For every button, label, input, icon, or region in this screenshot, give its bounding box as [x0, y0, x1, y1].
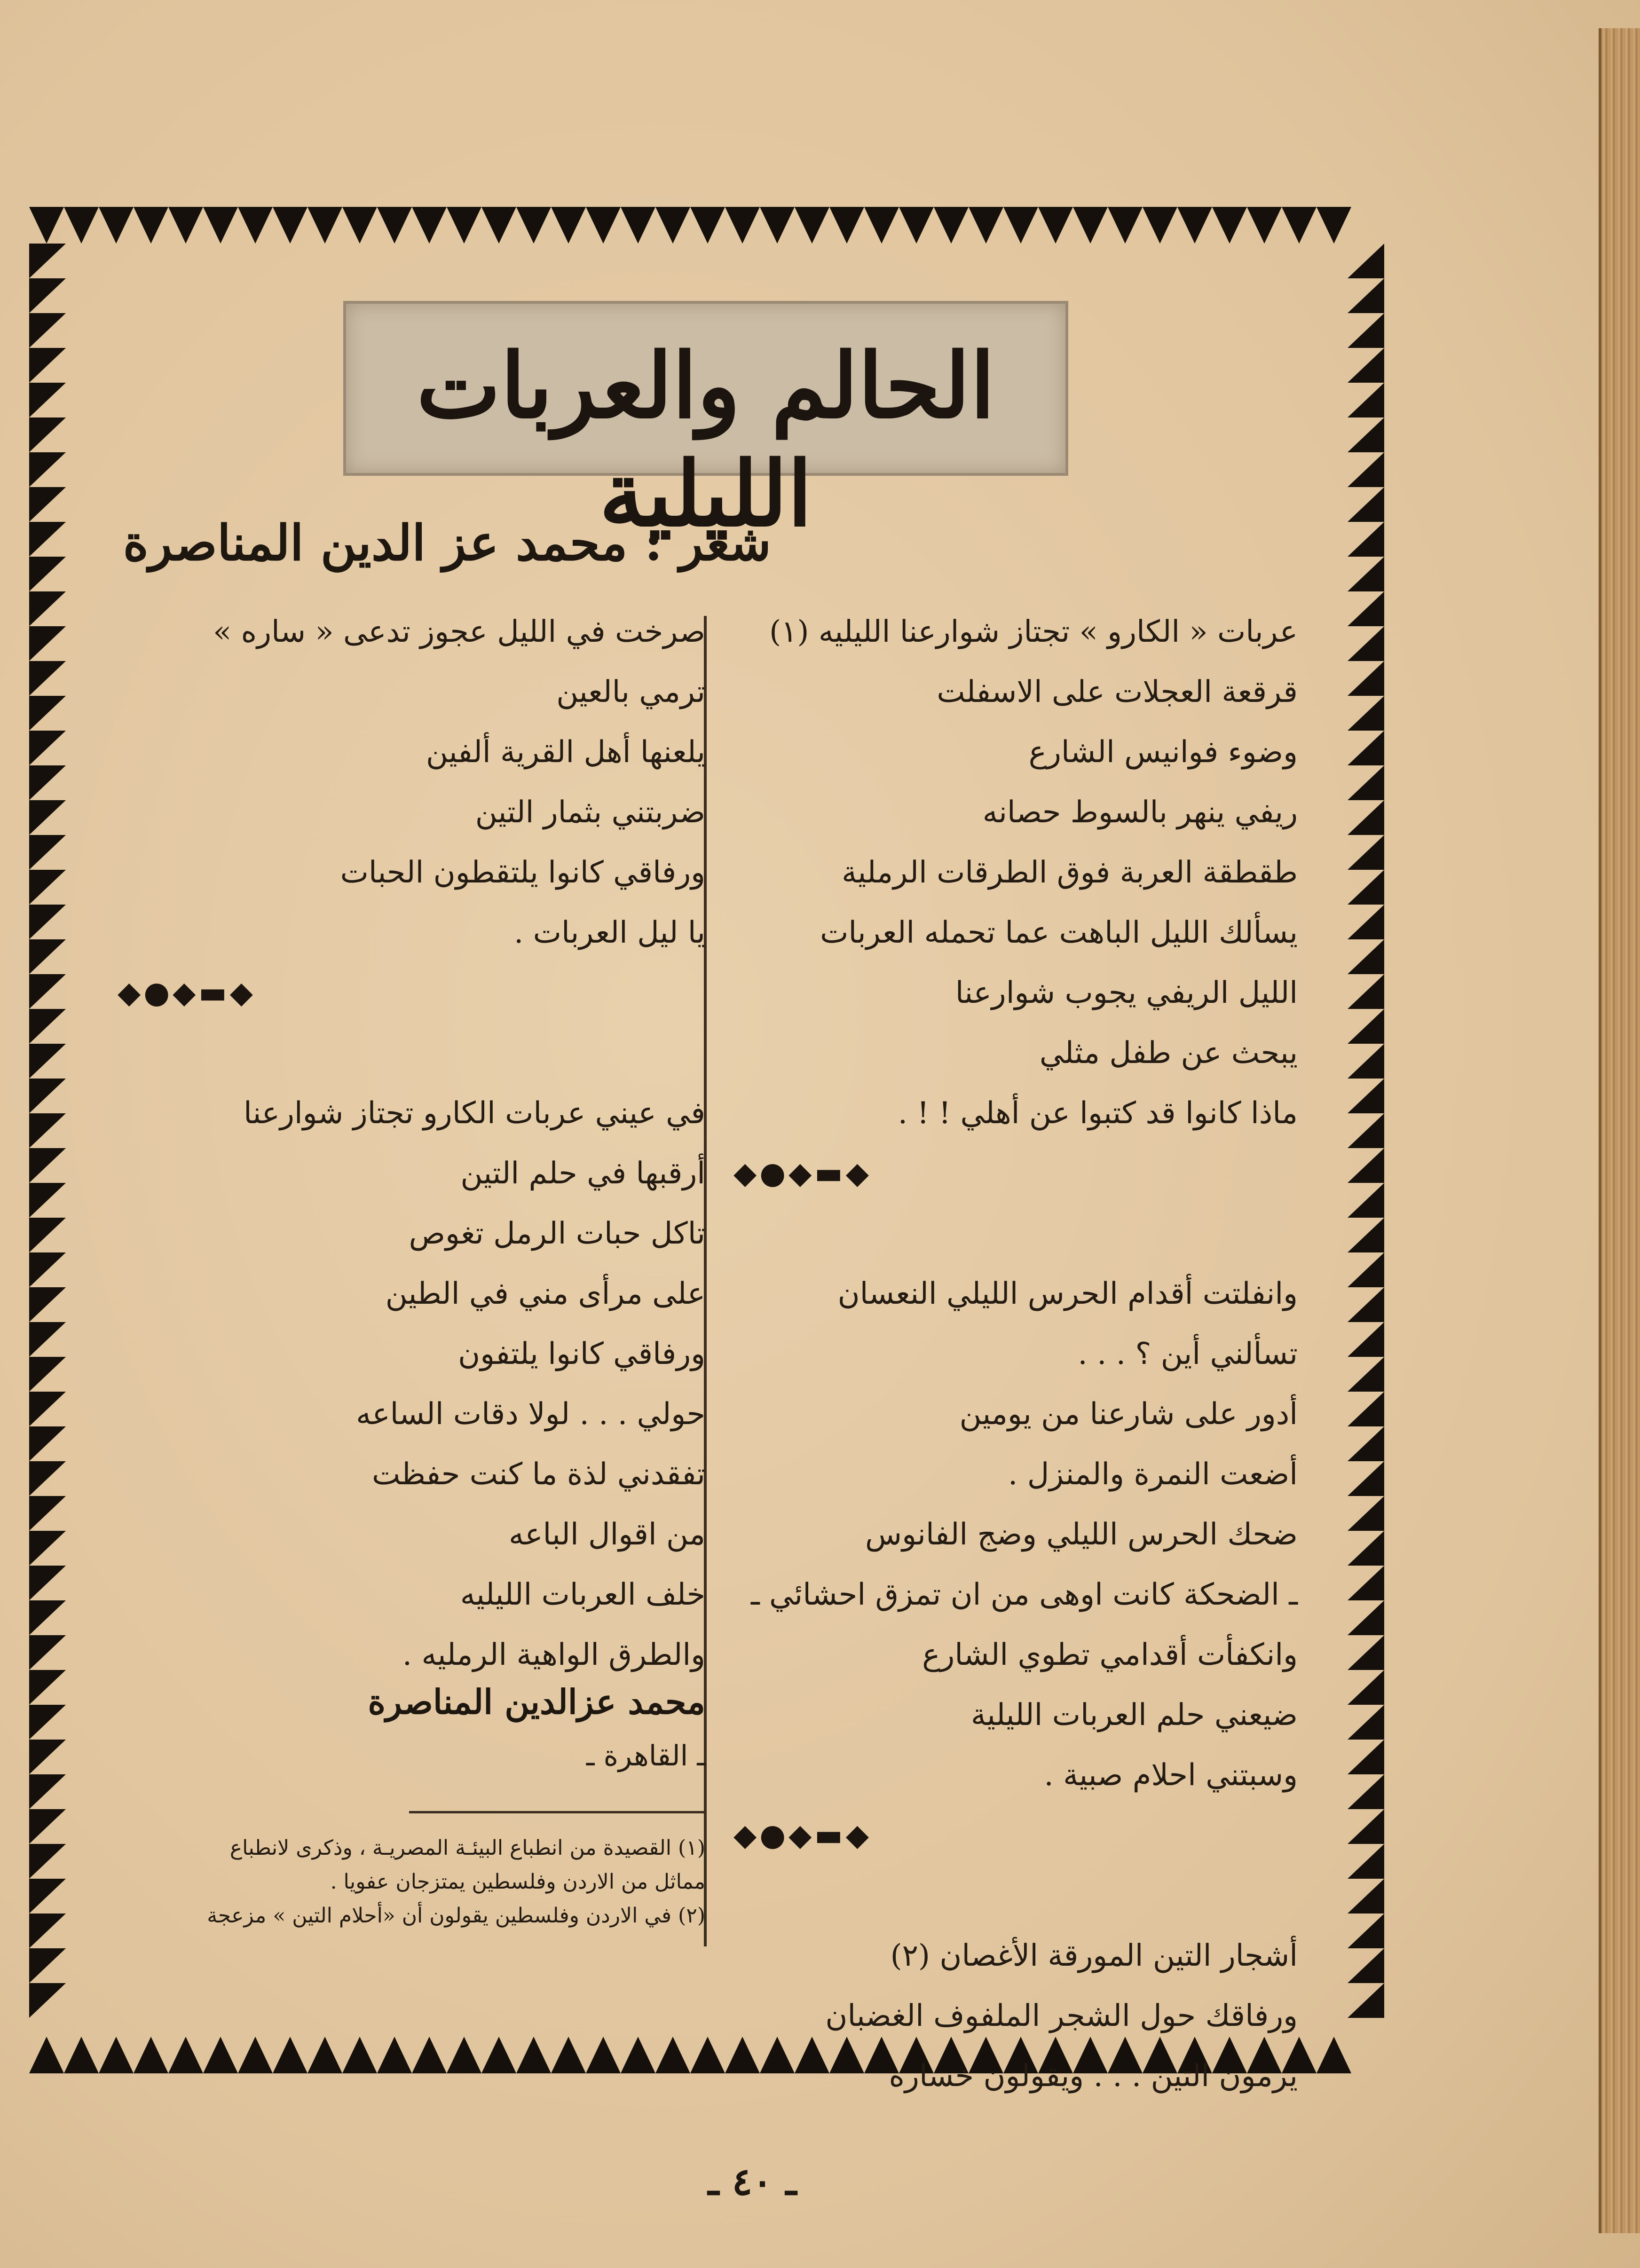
- border-triangle: [29, 661, 66, 696]
- section-ornament: [733, 1805, 1298, 1866]
- border-triangle: [29, 1357, 66, 1392]
- border-triangle: [29, 1774, 66, 1809]
- border-triangle: [1348, 1322, 1384, 1357]
- border-triangle: [586, 207, 621, 244]
- border-triangle: [1108, 207, 1143, 244]
- border-triangle: [621, 2037, 655, 2073]
- border-triangle: [899, 207, 934, 244]
- poem-line: حولي . . . لولا دقات الساعه: [356, 1397, 705, 1432]
- border-triangle: [1348, 1009, 1384, 1044]
- poem-line: أدور على شارعنا من يومين: [959, 1397, 1298, 1432]
- border-triangle: [29, 522, 66, 557]
- poem-line: صرخت في الليل عجوز تدعى « ساره »: [213, 614, 705, 649]
- border-triangle: [1348, 383, 1384, 417]
- border-triangle: [1348, 313, 1384, 348]
- border-triangle: [551, 207, 586, 244]
- border-triangle: [29, 244, 66, 278]
- poem-line: ورفاقي كانوا يلتفون: [458, 1337, 705, 1371]
- border-triangle: [377, 207, 412, 244]
- border-triangle: [29, 1983, 66, 2018]
- border-triangle: [447, 2037, 481, 2073]
- poem-line: وانكفأت أقدامي تطوي الشارع: [922, 1638, 1298, 1672]
- stanza-gap: [733, 1866, 1298, 1926]
- border-triangle: [134, 2037, 168, 2073]
- border-triangle: [1348, 1983, 1384, 2018]
- poem-line: تفقدني لذة ما كنت حفظت: [372, 1457, 705, 1492]
- border-triangle: [29, 207, 64, 244]
- border-triangle: [29, 1705, 66, 1740]
- border-triangle: [1348, 1113, 1384, 1148]
- border-triangle: [29, 452, 66, 487]
- border-triangle: [1348, 1600, 1384, 1635]
- border-triangle: [29, 1113, 66, 1148]
- border-triangle: [1348, 1183, 1384, 1218]
- signature: محمد عزالدين المناصرة: [368, 1682, 705, 1722]
- ornament-glyphs: ◆▬◆●◆: [733, 1156, 872, 1191]
- border-triangle: [1348, 696, 1384, 731]
- border-triangle: [516, 2037, 551, 2073]
- poem-line: ورفاقك حول الشجر الملفوف الغضبان: [825, 1999, 1298, 2033]
- stanza-gap: [118, 1023, 705, 1083]
- border-triangle: [1348, 557, 1384, 591]
- border-triangle: [447, 207, 481, 244]
- border-triangle: [29, 765, 66, 800]
- border-triangle: [99, 207, 134, 244]
- border-triangle: [1348, 1914, 1384, 1948]
- border-triangle: [586, 2037, 621, 2073]
- border-triangle: [1348, 1531, 1384, 1566]
- border-triangle: [1177, 207, 1212, 244]
- border-triangle: [516, 207, 551, 244]
- border-triangle: [29, 1879, 66, 1914]
- border-triangle: [29, 835, 66, 870]
- border-triangle: [203, 2037, 238, 2073]
- footnote-line: (٢) في الاردن وفلسطين يقولون أن «أحلام التين » مزعجة: [207, 1904, 705, 1928]
- border-triangle: [1143, 207, 1177, 244]
- border-triangle: [1348, 870, 1384, 905]
- border-triangle: [203, 207, 238, 244]
- poem-line: يسألك الليل الباهت عما تحمله العربات: [820, 915, 1298, 950]
- border-triangle: [29, 1914, 66, 1948]
- poem-line: ترمي بالعين: [556, 675, 705, 709]
- border-triangle: [934, 207, 969, 244]
- border-triangle: [1348, 1496, 1384, 1531]
- poem-line: يبحث عن طفل مثلي: [1039, 1036, 1298, 1071]
- poem-line: ضحك الحرس الليلي وضج الفانوس: [865, 1517, 1298, 1552]
- border-triangle: [1348, 348, 1384, 383]
- border-triangle: [864, 207, 899, 244]
- border-triangle: [64, 2037, 99, 2073]
- border-triangle: [29, 1322, 66, 1357]
- border-triangle: [1317, 207, 1351, 244]
- border-triangle: [1348, 1809, 1384, 1844]
- border-triangle: [238, 207, 273, 244]
- poem-line: يا ليل العربات .: [514, 915, 705, 950]
- border-triangle: [29, 1148, 66, 1183]
- border-triangle: [655, 207, 690, 244]
- poem-line: الليل الريفي يجوب شوارعنا: [955, 976, 1298, 1010]
- border-triangle: [1348, 1044, 1384, 1079]
- border-triangle: [1348, 1252, 1384, 1287]
- border-triangle: [29, 1461, 66, 1496]
- poem-line: ورفاقي كانوا يلتقطون الحبات: [340, 855, 705, 890]
- border-triangle: [29, 1183, 66, 1218]
- border-triangle: [29, 1531, 66, 1566]
- border-triangle: [29, 1044, 66, 1079]
- border-triangle: [1348, 1566, 1384, 1600]
- border-triangle: [1348, 522, 1384, 557]
- right-column: [733, 602, 1298, 2106]
- border-triangle: [1348, 731, 1384, 765]
- border-triangle: [29, 731, 66, 765]
- footnotes: [118, 1831, 705, 1933]
- border-triangle: [99, 2037, 134, 2073]
- border-triangle: [655, 2037, 690, 2073]
- border-triangle: [29, 1009, 66, 1044]
- border-triangle: [29, 974, 66, 1009]
- border-triangle: [1247, 207, 1282, 244]
- border-triangle: [969, 207, 1003, 244]
- border-triangle: [29, 1635, 66, 1670]
- poem-line: ضربتني بثمار التين: [475, 795, 705, 830]
- city-line: ـ القاهرة ـ: [586, 1740, 705, 1772]
- border-triangle: [29, 1079, 66, 1113]
- border-triangle: [1348, 1948, 1384, 1983]
- border-triangle: [412, 207, 447, 244]
- border-triangle: [238, 2037, 273, 2073]
- border-triangle: [29, 626, 66, 661]
- border-triangle: [1003, 207, 1038, 244]
- poem-line: في عيني عربات الكارو تجتاز شوارعنا: [243, 1096, 705, 1131]
- border-triangle: [308, 207, 342, 244]
- border-triangle: [29, 1218, 66, 1252]
- border-triangle: [1317, 2037, 1351, 2073]
- footnote-rule: [409, 1811, 705, 1813]
- border-triangle: [1348, 1461, 1384, 1496]
- border-triangle: [29, 313, 66, 348]
- poem-title: الحالم والعربات الليلية: [416, 333, 995, 546]
- poem-line: قرقعة العجلات على الاسفلت: [937, 675, 1298, 709]
- border-triangle: [1348, 244, 1384, 278]
- border-triangle: [29, 939, 66, 974]
- border-triangle: [1348, 661, 1384, 696]
- border-triangle: [273, 2037, 308, 2073]
- border-triangle: [1348, 905, 1384, 939]
- border-triangle: [551, 2037, 586, 2073]
- border-triangle: [1348, 1635, 1384, 1670]
- border-triangle: [1348, 1218, 1384, 1252]
- border-triangle: [342, 2037, 377, 2073]
- border-triangle: [1038, 207, 1073, 244]
- border-triangle: [1282, 207, 1317, 244]
- border-triangle: [1348, 800, 1384, 835]
- border-triangle: [29, 1948, 66, 1983]
- poem-line: وضوء فوانيس الشارع: [1028, 735, 1298, 770]
- border-triangle: [29, 348, 66, 383]
- border-triangle: [29, 591, 66, 626]
- border-triangle: [760, 207, 795, 244]
- poem-line: تاكل حبات الرمل تغوص: [409, 1216, 705, 1251]
- page-number: ـ ٤٠ ـ: [708, 2159, 797, 2204]
- border-triangle: [29, 1600, 66, 1635]
- border-triangle: [29, 1496, 66, 1531]
- border-triangle: [168, 207, 203, 244]
- border-triangle: [29, 2037, 64, 2073]
- poem-line: ضيعني حلم العربات الليلية: [970, 1698, 1298, 1732]
- border-triangle: [29, 1670, 66, 1705]
- border-triangle: [725, 207, 760, 244]
- poem-line: أشجار التين المورقة الأغصان (٢): [890, 1938, 1298, 1973]
- poem-line: أضعت النمرة والمنزل .: [1008, 1457, 1298, 1492]
- border-triangle: [1348, 417, 1384, 452]
- border-triangle: [1348, 1287, 1384, 1322]
- footnote-line: (١) القصيدة من انطباع البيئـة المصريـة ، وذكرى لانطباع: [229, 1836, 705, 1860]
- border-triangle: [1348, 591, 1384, 626]
- border-triangle: [1348, 626, 1384, 661]
- border-triangle: [1348, 1774, 1384, 1809]
- border-triangle: [1348, 1357, 1384, 1392]
- poem-line: عربات « الكارو » تجتاز شوارعنا الليليه (١): [769, 614, 1298, 649]
- border-triangle: [134, 207, 168, 244]
- section-ornament: [118, 963, 705, 1023]
- border-triangle: [1348, 1392, 1384, 1426]
- border-triangle: [829, 207, 864, 244]
- border-triangle: [1348, 1079, 1384, 1113]
- ornament-glyphs: ◆▬◆●◆: [733, 1818, 872, 1853]
- border-triangle: [377, 2037, 412, 2073]
- border-triangle: [1348, 939, 1384, 974]
- border-triangle: [1348, 1879, 1384, 1914]
- border-triangle: [342, 207, 377, 244]
- section-ornament: [733, 1143, 1298, 1204]
- border-triangle: [168, 2037, 203, 2073]
- border-triangle: [64, 207, 99, 244]
- border-triangle: [29, 905, 66, 939]
- border-triangle: [1348, 974, 1384, 1009]
- border-triangle: [1348, 1148, 1384, 1183]
- border-triangle: [29, 1252, 66, 1287]
- border-triangle: [29, 278, 66, 313]
- border-triangle: [1348, 278, 1384, 313]
- border-triangle: [1348, 1426, 1384, 1461]
- poem-line: يرمون التين . . . ويقولون خساره: [889, 2059, 1298, 2094]
- border-triangle: [29, 1392, 66, 1426]
- border-triangle: [1348, 1670, 1384, 1705]
- poem-line: طقطقة العربة فوق الطرقات الرملية: [842, 855, 1298, 890]
- page-edge: [1599, 28, 1640, 2233]
- border-triangle: [1348, 1740, 1384, 1774]
- border-triangle: [29, 1287, 66, 1322]
- border-triangle: [1073, 207, 1108, 244]
- border-triangle: [412, 2037, 447, 2073]
- border-triangle: [29, 557, 66, 591]
- poem-line: من اقوال الباعه: [509, 1517, 705, 1552]
- border-triangle: [1212, 207, 1247, 244]
- poem-line: ماذا كانوا قد كتبوا عن أهلي ! ! .: [898, 1096, 1298, 1131]
- poem-line: خلف العربات الليليه: [460, 1577, 705, 1612]
- left-column: [118, 602, 705, 1685]
- border-triangle: [1348, 835, 1384, 870]
- poem-line: وانفلتت أقدام الحرس الليلي النعسان: [837, 1276, 1298, 1311]
- border-triangle: [481, 207, 516, 244]
- border-triangle: [29, 383, 66, 417]
- border-triangle: [481, 2037, 516, 2073]
- stanza-gap: [733, 1204, 1298, 1264]
- border-triangle: [1348, 487, 1384, 522]
- border-triangle: [29, 1844, 66, 1879]
- border-triangle: [273, 207, 308, 244]
- border-triangle: [1348, 765, 1384, 800]
- poem-line: ريفي ينهر بالسوط حصانه: [982, 795, 1298, 830]
- border-triangle: [795, 207, 829, 244]
- title-banner: [343, 301, 1068, 546]
- poem-line: والطرق الواهية الرمليه .: [402, 1638, 705, 1672]
- border-triangle: [1348, 1705, 1384, 1740]
- border-triangle: [29, 1740, 66, 1774]
- poem-line: ـ الضحكة كانت اوهى من ان تمزق احشائي ـ: [750, 1577, 1298, 1612]
- ornament-glyphs: ◆▬◆●◆: [118, 976, 256, 1010]
- border-triangle: [690, 2037, 725, 2073]
- author-byline: شعر : محمد عز الدين المناصرة: [123, 514, 771, 572]
- poem-line: أرقبها في حلم التين: [460, 1156, 705, 1191]
- border-triangle: [29, 1809, 66, 1844]
- border-triangle: [621, 207, 655, 244]
- poem-line: تسألني أين ؟ . . .: [1078, 1337, 1298, 1371]
- border-triangle: [1348, 1844, 1384, 1879]
- poem-line: يلعنها أهل القرية ألفين: [426, 735, 705, 770]
- border-triangle: [1348, 452, 1384, 487]
- border-triangle: [29, 800, 66, 835]
- border-triangle: [29, 696, 66, 731]
- border-triangle: [29, 417, 66, 452]
- poem-line: وسبتني احلام صبية .: [1044, 1758, 1298, 1793]
- border-triangle: [29, 1566, 66, 1600]
- border-triangle: [690, 207, 725, 244]
- border-triangle: [308, 2037, 342, 2073]
- footnote-line: مماثل من الاردن وفلسطين يمتزجان عفويا .: [330, 1870, 705, 1894]
- border-triangle: [29, 1426, 66, 1461]
- border-triangle: [29, 487, 66, 522]
- poem-line: على مرأى مني في الطين: [385, 1276, 705, 1311]
- border-triangle: [29, 870, 66, 905]
